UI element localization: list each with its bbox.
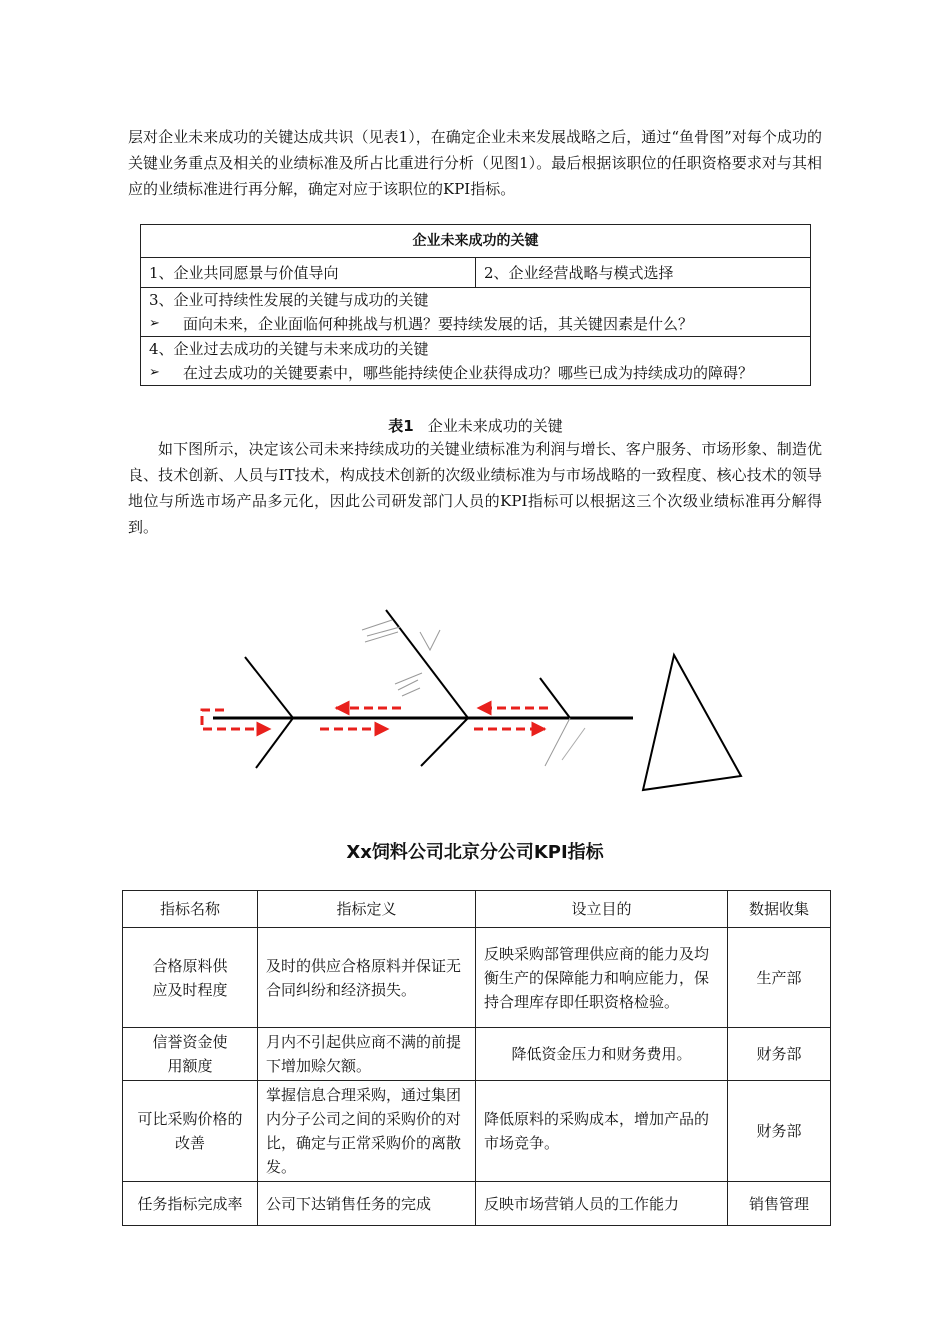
kpi-source: 生产部 [728,928,831,1028]
key-item-3-cell [141,288,811,337]
key-item-4: 4、企业过去成功的关键与未来成功的关键 [149,340,429,358]
key-item-2: 2、企业经营战略与模式选择 [476,258,811,288]
table-row [123,1182,831,1226]
key-item-3: 3、企业可持续性发展的关键与成功的关键 [149,291,429,309]
key-item-4-bullet-line [149,361,802,385]
fishbone-bone [256,718,293,768]
key-item-4-cell [141,337,811,386]
table-row [123,1081,831,1182]
kpi-name: 信誉资金使用额度 [123,1028,258,1081]
kpi-source: 销售管理 [728,1182,831,1226]
kpi-purpose: 反映采购部管理供应商的能力及均衡生产的保障能力和响应能力，保持合理库存即任职资格检验。 [476,928,728,1028]
key-item-3-bullet-line [149,312,802,336]
kpi-purpose: 反映市场营销人员的工作能力 [476,1182,728,1226]
fishbone-bone [245,657,293,718]
success-keys-header: 企业未来成功的关键 [141,225,811,258]
kpi-definition: 公司下达销售任务的完成 [258,1182,476,1226]
kpi-definition: 月内不引起供应商不满的前提下增加赊欠额。 [258,1028,476,1081]
fishbone-diagram [0,600,950,800]
kpi-name: 合格原料供应及时程度 [123,928,258,1028]
kpi-definition: 及时的供应合格原料并保证无合同纠纷和经济损失。 [258,928,476,1028]
kpi-header-purpose: 设立目的 [476,891,728,928]
fishbone-sub-bone [562,728,585,760]
key-item-1: 1、企业共同愿景与价值导向 [141,258,476,288]
kpi-header-row [123,891,831,928]
intro-paragraph: 层对企业未来成功的关键达成共识（见表1），在确定企业未来发展战略之后，通过“鱼骨图”对每个成功的关键业务重点及相关的业绩标准及所占比重进行分析（见图1）。最后根据该职位的任职资格要求对与其相应的业绩标准进行再分解，确定对应于该职位的KPI指标。 [128,128,822,198]
fishbone-bone [386,610,468,718]
kpi-definition: 掌握信息合理采购，通过集团内分子公司之间的采购价的对比，确定与正常采购价的离散发。 [258,1081,476,1182]
fishbone-bone [421,718,468,766]
table-row [123,1028,831,1081]
kpi-header-definition: 指标定义 [258,891,476,928]
caption-text: 企业未来成功的关键 [427,417,563,435]
fishbone-sub-bone [545,718,570,766]
kpi-name: 任务指标完成率 [123,1182,258,1226]
kpi-purpose: 降低资金压力和财务费用。 [476,1028,728,1081]
kpi-header-name: 指标名称 [123,891,258,928]
bullet-arrow-icon: ➢ [149,365,160,380]
kpi-source: 财务部 [728,1081,831,1182]
body-paragraph: 如下图所示，决定该公司未来持续成功的关键业绩标准为利润与增长、客户服务、市场形象、制造优良、技术创新、人员与IT技术，构成技术创新的次级业绩标准为与市场战略的一致程度、核心技术的领导地位与所选市场产品多元化，因此公司研发部门人员的KPI指标可以根据这三个次级业绩标准再分解得到。 [128,440,822,536]
success-keys-table [140,224,811,386]
fishbone-head-triangle [643,655,741,790]
kpi-table [122,890,831,1226]
kpi-table-title: Xx饲料公司北京分公司KPI指标 [346,842,604,863]
bullet-arrow-icon: ➢ [149,316,160,331]
fishbone-bone [540,678,570,718]
key-item-4-bullet: 在过去成功的关键要素中，哪些能持续使企业获得成功？哪些已成为持续成功的障碍？ [183,364,754,382]
kpi-source: 财务部 [728,1028,831,1081]
key-item-3-bullet: 面向未来，企业面临何种挑战与机遇？要持续发展的话，其关键因素是什么？ [183,315,694,333]
table-caption [140,414,811,438]
kpi-name: 可比采购价格的改善 [123,1081,258,1182]
table-row [123,928,831,1028]
kpi-header-source: 数据收集 [728,891,831,928]
caption-label: 表1 [388,417,414,435]
kpi-purpose: 降低原料的采购成本，增加产品的市场竞争。 [476,1081,728,1182]
